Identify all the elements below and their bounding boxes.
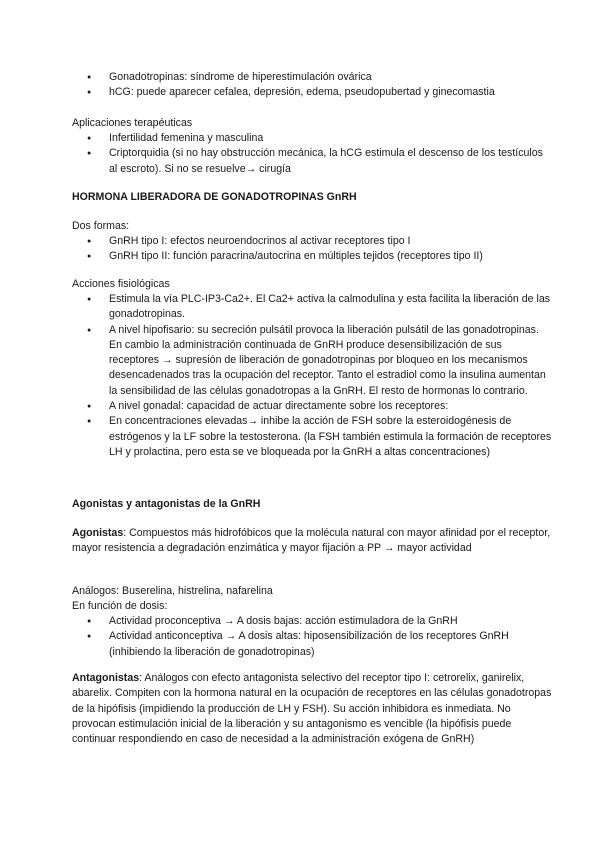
agonistas-label: Agonistas [72,527,124,539]
list-item: ● Actividad anticonceptiva → A dosis altas: hiposensibilización de los receptores GnRH (inhibiendo la liberación de gonadotropinas) [72,629,552,660]
dos-formas-heading: Dos formas: [72,220,130,232]
antagonistas-label: Antagonistas [72,672,140,684]
list-item: ● Criptorquidia (si no hay obstrucción mecánica, la hCG estimula el descenso de los testículos al escroto). Si no se resuelve→ cirugía [72,146,552,177]
list-item: ● Estimula la vía PLC-IP3-Ca2+. El Ca2+ activa la calmodulina y esta facilita la liberación de las gonadotropinas. [72,292,552,323]
agonistas-text: : Compuestos más hidrofóbicos que la molécula natural con mayor afinidad por el receptor, mayor resistencia a degradación enzimática y mayor fijación a PP → mayor actividad [72,527,551,555]
list-item: ● GnRH tipo I: efectos neuroendocrinos al activar receptores tipo I [72,234,552,249]
list-item: ● A nivel hipofisario: su secreción pulsátil provoca la liberación pulsátil de las gonadotropinas. En cambio la administración continuada de GnRH produce desensibilización de sus receptores → supresión de liberación de gonadotropinas por bloqueo en los mecanismos desencadenados tras la ocupación del receptor. Tanto el estradiol como la insulina aumentan la sensibilidad de las células gonadotropas a la GnRH. El resto de hormonas lo contrario. [72,323,552,399]
dos-formas-list [72,234,552,265]
list-item: ● Infertilidad femenina y masculina [72,131,552,146]
list-item: ● GnRH tipo II: función paracrina/autocrina en múltiples tejidos (receptores tipo II) [72,249,552,264]
aplicaciones-heading: Aplicaciones terapéuticas [72,117,193,129]
list-item: ● Gonadotropinas: síndrome de hiperestimulación ovárica [72,70,552,85]
acciones-list [72,292,552,460]
funcion-dosis-list [72,614,552,660]
list-item: ● hCG: puede aparecer cefalea, depresión, edema, pseudopubertad y ginecomastia [72,85,552,100]
list-item: ● A nivel gonadal: capacidad de actuar directamente sobre los receptores: [72,399,552,414]
analogos-line: Análogos: Buserelina, histrelina, nafarelina [72,585,273,597]
aplicaciones-list [72,131,552,177]
side-effects-list [72,70,552,101]
antagonistas-text: : Análogos con efecto antagonista selectivo del receptor tipo I: cetrorelix, ganirelix, abarelix. Compiten con la hormona natural en la ocupación de receptores en las células gonadotropas de la hipófisis (impidiendo la producción de LH y FSH). Su acción inhibidora es inmediata. No provocan estimulación inicial de la liberación y su antagonismo es vencible (la hipófisis puede continuar respondiendo en caso de necesidad a la administración exógena de GnRH) [72,672,552,746]
acciones-heading: Acciones fisiológicas [72,278,170,290]
funcion-dosis-heading: En función de dosis: [72,600,168,612]
agonistas-paragraph [72,526,552,557]
list-item: ● En concentraciones elevadas→ inhibe la acción de FSH sobre la esteroidogénesis de estrógenos y la LF sobre la testosterona. (la FSH también estimula la formación de receptores LH y prolactina, pero esta se ve bloqueada por la GnRH a altas concentraciones) [72,414,552,460]
agonistas-antagonistas-title: Agonistas y antagonistas de la GnRH [72,498,261,510]
antagonistas-paragraph [72,671,552,747]
list-item: ● Actividad proconceptiva → A dosis bajas: acción estimuladora de la GnRH [72,614,552,629]
gnrh-section-title: HORMONA LIBERADORA DE GONADOTROPINAS GnRH [72,191,357,203]
